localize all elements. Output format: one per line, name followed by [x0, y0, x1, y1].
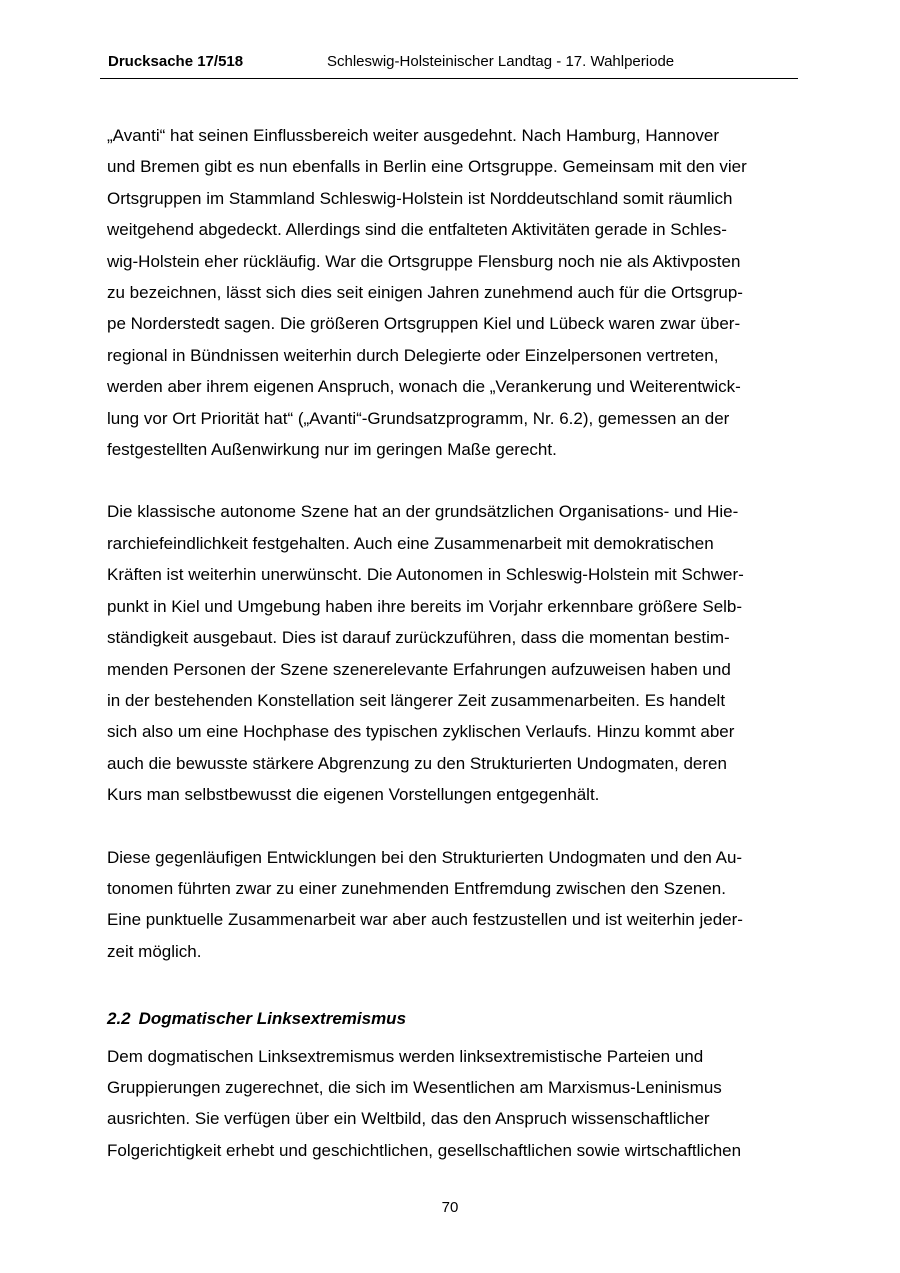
- text-line: festgestellten Außenwirkung nur im geringen Maße gerecht.: [107, 440, 557, 460]
- page-header: [100, 50, 798, 79]
- text-line: ständigkeit ausgebaut. Dies ist darauf zurückzuführen, dass die momentan bestim-: [107, 628, 730, 648]
- page-number: 70: [441, 1199, 459, 1216]
- text-line: rarchiefeindlichkeit festgehalten. Auch eine Zusammenarbeit mit demokratischen: [107, 533, 714, 553]
- paragraph-avanti: [107, 120, 797, 465]
- text-line: auch die bewusste stärkere Abgrenzung zu den Strukturierten Undogmaten, deren: [107, 753, 727, 773]
- text-line: Gruppierungen zugerechnet, die sich im Wesentlichen am Marxismus-Leninismus: [107, 1077, 722, 1097]
- text-line: regional in Bündnissen weiterhin durch Delegierte oder Einzelpersonen vertreten,: [107, 345, 719, 365]
- text-line: Dem dogmatischen Linksextremismus werden linksextremistische Parteien und: [107, 1046, 704, 1066]
- text-line: pe Norderstedt sagen. Die größeren Ortsgruppen Kiel und Lübeck waren zwar über-: [107, 314, 741, 334]
- text-line: Eine punktuelle Zusammenarbeit war aber auch festzustellen und ist weiterhin jeder-: [107, 910, 743, 930]
- text-line: weitgehend abgedeckt. Allerdings sind die entfalteten Aktivitäten gerade in Schles-: [107, 220, 727, 240]
- text-line: tonomen führten zwar zu einer zunehmenden Entfremdung zwischen den Szenen.: [107, 878, 726, 898]
- page-body: [107, 120, 797, 1166]
- text-line: zeit möglich.: [107, 941, 202, 961]
- text-line: Kurs man selbstbewusst die eigenen Vorstellungen entgegenhält.: [107, 785, 600, 805]
- text-line: Ortsgruppen im Stammland Schleswig-Holstein ist Norddeutschland somit räumlich: [107, 188, 733, 208]
- section-heading: [107, 1003, 797, 1034]
- text-line: in der bestehenden Konstellation seit längerer Zeit zusammenarbeiten. Es handelt: [107, 690, 726, 710]
- text-line: Kräften ist weiterhin unerwünscht. Die Autonomen in Schleswig-Holstein mit Schwer-: [107, 565, 744, 585]
- text-line: punkt in Kiel und Umgebung haben ihre bereits im Vorjahr erkennbare größere Selb-: [107, 596, 743, 616]
- section-title: Dogmatischer Linksextremismus: [138, 1009, 407, 1029]
- paragraph-dogmatischer-linksextremismus: [107, 1041, 797, 1167]
- document-number: Drucksache 17/518: [108, 53, 244, 70]
- text-line: zu bezeichnen, lässt sich dies seit einigen Jahren zunehmend auch für die Ortsgrup-: [107, 283, 743, 303]
- text-line: menden Personen der Szene szenerelevante Erfahrungen aufzuweisen haben und: [107, 659, 731, 679]
- text-line: ausrichten. Sie verfügen über ein Weltbild, das den Anspruch wissenschaftlicher: [107, 1109, 710, 1129]
- text-line: Diese gegenläufigen Entwicklungen bei den Strukturierten Undogmaten und den Au-: [107, 847, 743, 867]
- text-line: lung vor Ort Priorität hat“ („Avanti“-Grundsatzprogramm, Nr. 6.2), gemessen an der: [107, 408, 730, 428]
- text-line: Die klassische autonome Szene hat an der grundsätzlichen Organisations- und Hie-: [107, 502, 739, 522]
- paragraph-autonome-szene: [107, 496, 797, 810]
- section-number: 2.2: [107, 1009, 131, 1029]
- header-title: Schleswig-Holsteinischer Landtag - 17. Wahlperiode: [327, 53, 675, 70]
- text-line: sich also um eine Hochphase des typischen zyklischen Verlaufs. Hinzu kommt aber: [107, 722, 735, 742]
- paragraph-entwicklungen: [107, 842, 797, 968]
- text-line: wig-Holstein eher rückläufig. War die Ortsgruppe Flensburg noch nie als Aktivposten: [107, 251, 741, 271]
- text-line: „Avanti“ hat seinen Einflussbereich weiter ausgedehnt. Nach Hamburg, Hannover: [107, 126, 720, 145]
- text-line: Folgerichtigkeit erhebt und geschichtlichen, gesellschaftlichen sowie wirtschaftlichen: [107, 1140, 742, 1160]
- text-line: werden aber ihrem eigenen Anspruch, wonach die „Verankerung und Weiterentwick-: [107, 377, 741, 397]
- text-line: und Bremen gibt es nun ebenfalls in Berlin eine Ortsgruppe. Gemeinsam mit den vier: [107, 157, 747, 177]
